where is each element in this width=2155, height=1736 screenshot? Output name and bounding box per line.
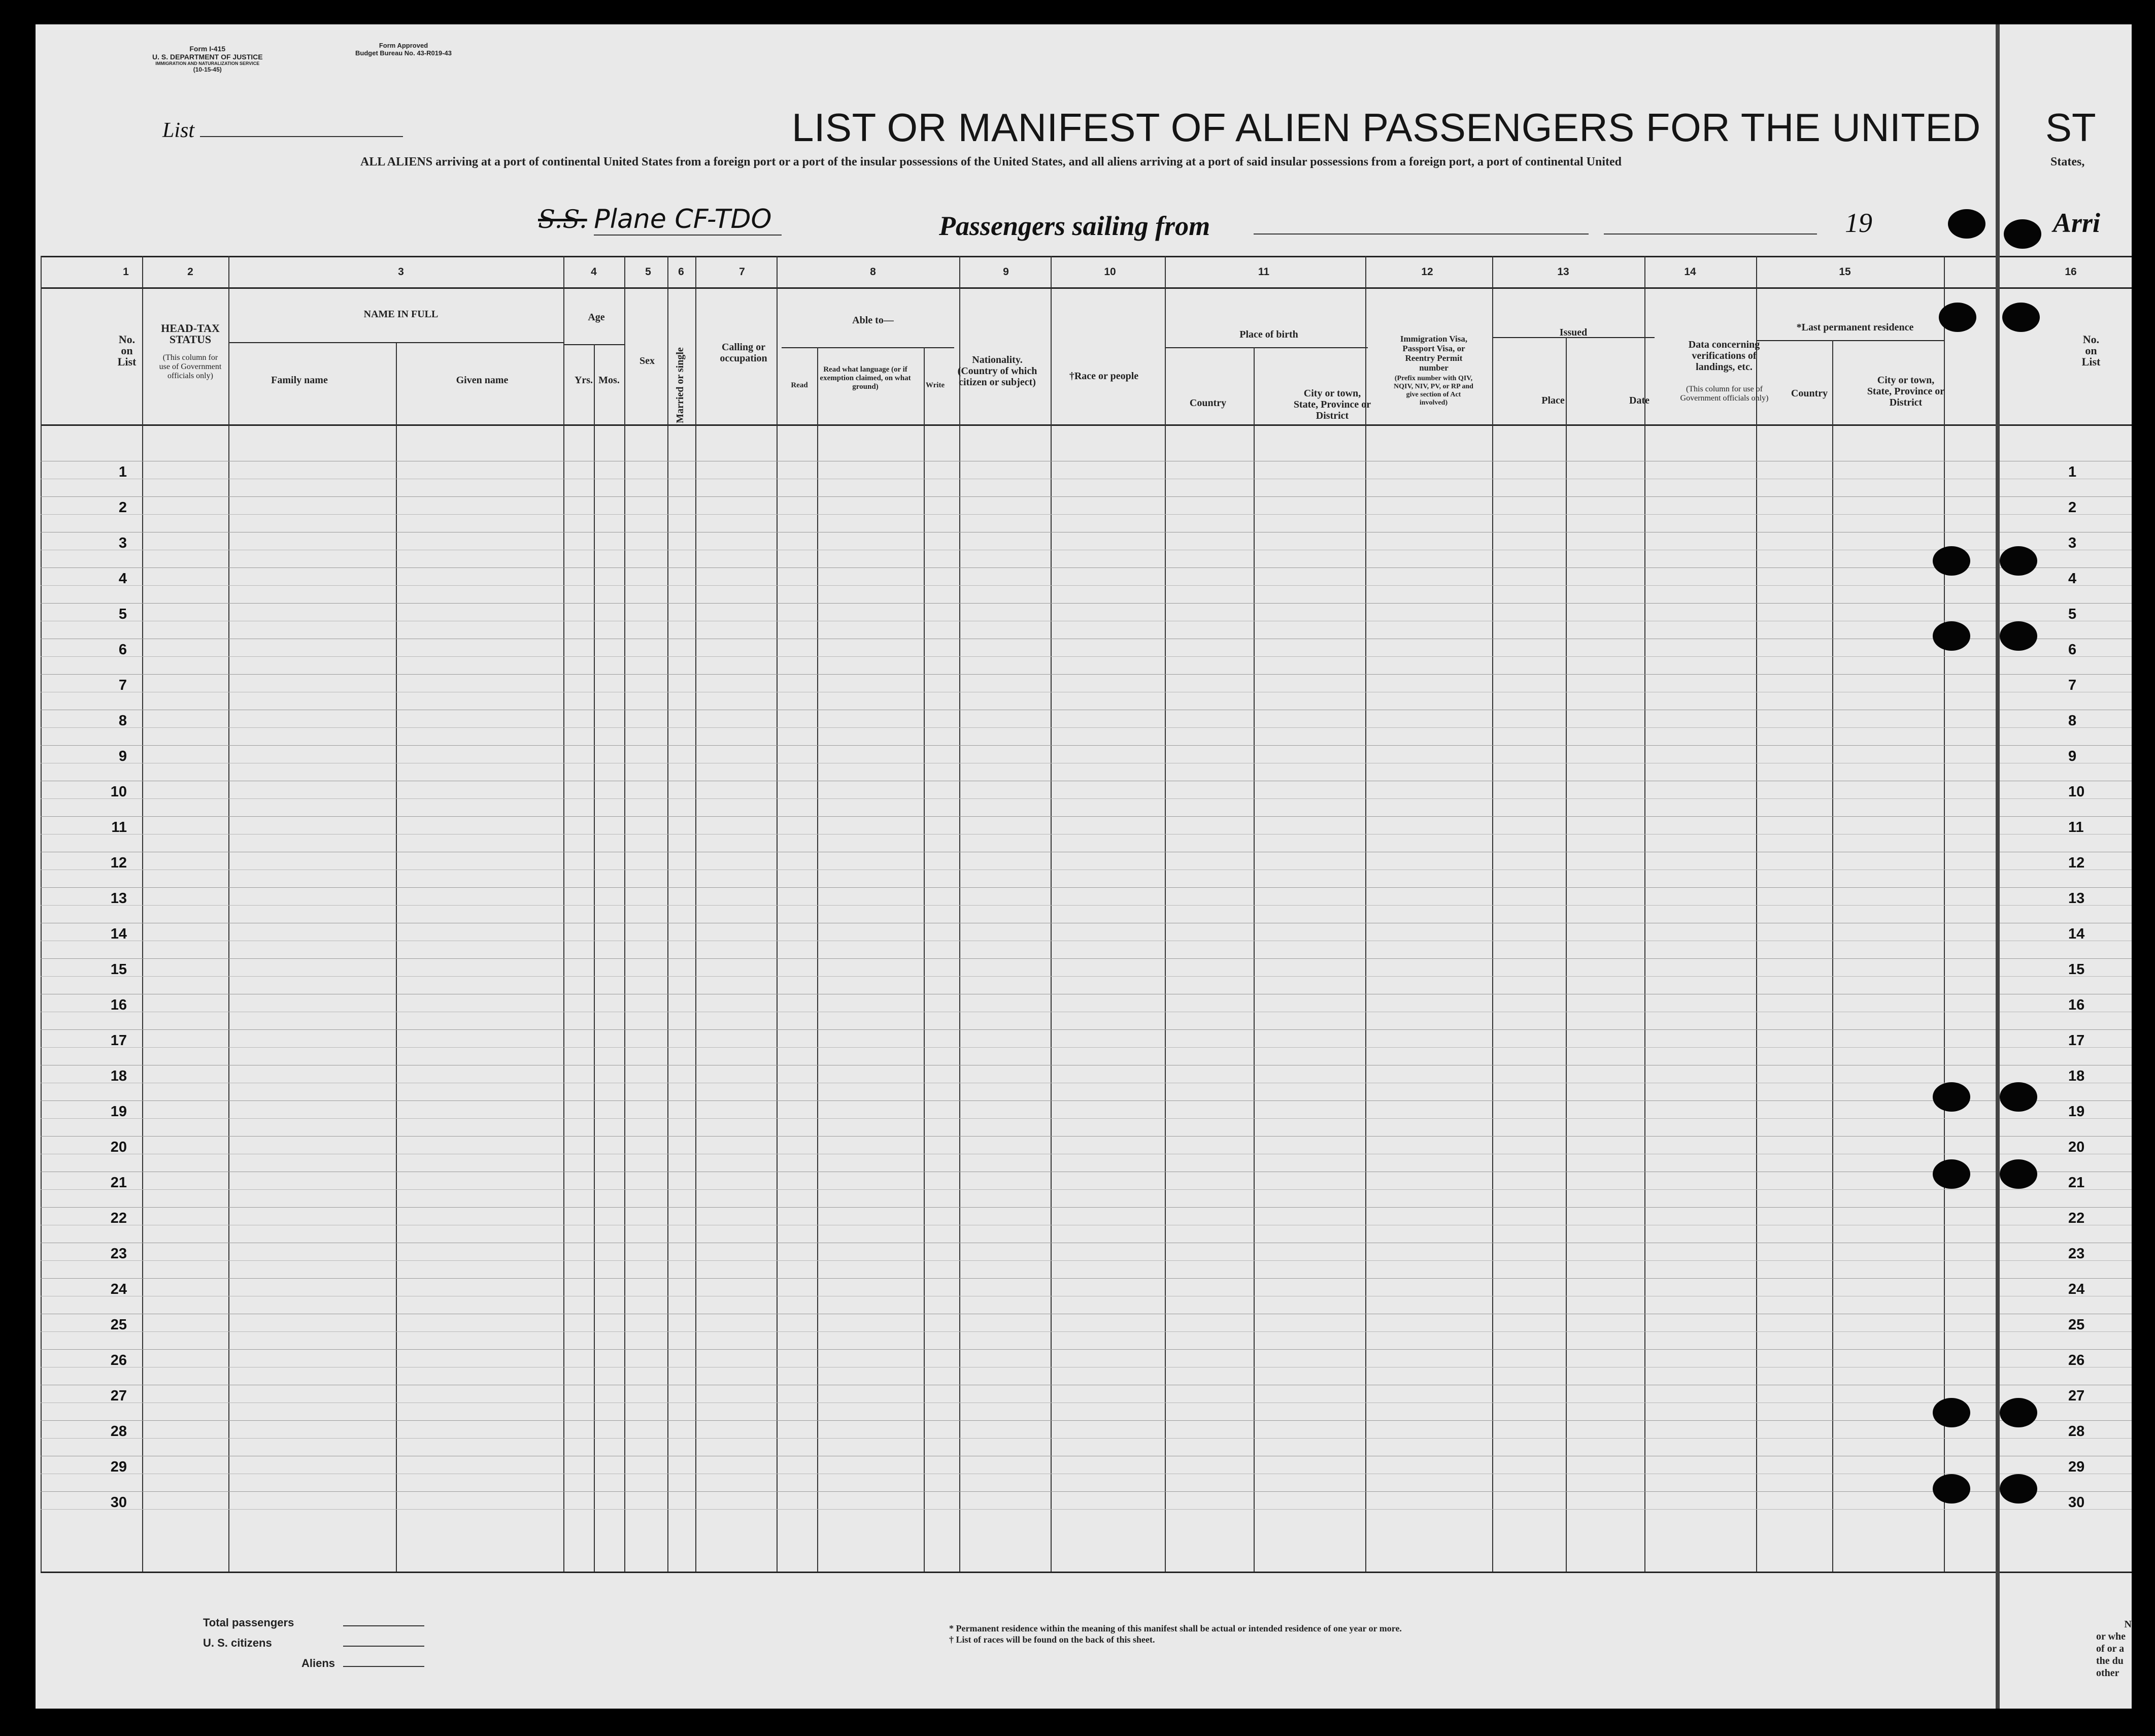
punch-hole xyxy=(1933,1398,1970,1427)
header-birth-city: City or town, State, Province or District xyxy=(1293,388,1371,421)
total-passengers-label: Total passengers xyxy=(203,1616,294,1629)
punch-hole xyxy=(2000,1159,2037,1189)
row-number-right: 17 xyxy=(2068,1032,2085,1049)
row-rule xyxy=(41,745,2132,746)
row-rule xyxy=(41,1047,2132,1048)
header-sex: Sex xyxy=(639,355,655,366)
header-nationality: Nationality. (Country of which citizen or subject) xyxy=(957,354,1037,388)
sub-column-rule xyxy=(1254,347,1255,1572)
form-date: (10-15-45) xyxy=(193,66,222,73)
row-rule xyxy=(41,567,2132,568)
sub-column-rule xyxy=(1566,337,1567,1572)
header-head-tax-note: (This column for use of Government officials only) xyxy=(159,353,222,380)
row-rule xyxy=(41,1189,2132,1190)
row-number: 20 xyxy=(110,1139,127,1155)
header-issued: Issued xyxy=(1559,327,1588,338)
row-rule xyxy=(41,514,2132,515)
row-number-right: 16 xyxy=(2068,997,2085,1013)
sub-column-rule xyxy=(594,344,595,1572)
row-rule xyxy=(41,1260,2132,1261)
column-rule xyxy=(1165,256,1166,1572)
header-bottom-rule xyxy=(41,424,2132,426)
sailing-date-field[interactable] xyxy=(1604,233,1817,235)
year-label: 19 xyxy=(1845,208,1872,238)
row-rule xyxy=(41,674,2132,675)
punch-hole xyxy=(2000,1474,2037,1504)
row-rule xyxy=(41,1438,2132,1439)
column-number: 5 xyxy=(645,266,651,278)
row-number: 14 xyxy=(110,926,127,942)
column-rule xyxy=(1756,256,1757,1572)
row-number-right: 13 xyxy=(2068,890,2085,907)
row-number-right: 20 xyxy=(2068,1139,2085,1155)
header-issued-place: Place xyxy=(1541,395,1565,406)
column-number: 16 xyxy=(2065,266,2077,278)
column-number: 2 xyxy=(187,266,193,278)
column-number: 15 xyxy=(1839,266,1851,278)
row-number-right: 7 xyxy=(2068,677,2077,693)
row-number-right: 29 xyxy=(2068,1459,2085,1475)
row-number: 4 xyxy=(118,571,127,587)
row-number: 25 xyxy=(110,1317,127,1333)
manifest-title: LIST OR MANIFEST OF ALIEN PASSENGERS FOR THE UNITED xyxy=(792,105,1981,150)
approval-line-2: Budget Bureau No. 43-R019-43 xyxy=(355,49,452,57)
us-citizens-row[interactable] xyxy=(203,1637,424,1657)
footnote-residence: * Permanent residence within the meaning of this manifest shall be actual or intended residence of one year or more. xyxy=(949,1623,1402,1633)
row-number-right: 4 xyxy=(2068,571,2077,587)
punch-hole xyxy=(1933,1159,1970,1189)
header-calling: Calling or occupation xyxy=(720,342,767,364)
column-rule xyxy=(1644,256,1645,1572)
right-margin-fragment xyxy=(2096,1618,2132,1679)
row-number: 10 xyxy=(110,784,127,800)
row-rule xyxy=(41,798,2132,799)
residence-subheader-rule xyxy=(1756,340,1944,341)
header-no-on-list-right: No. on List xyxy=(2081,333,2101,368)
column-number: 4 xyxy=(591,266,597,278)
header-birth-country: Country xyxy=(1189,397,1227,409)
row-number-right: 10 xyxy=(2068,784,2085,800)
column-rule xyxy=(563,256,564,1572)
row-number: 5 xyxy=(118,606,127,622)
row-number-right: 28 xyxy=(2068,1423,2085,1440)
column-number: 12 xyxy=(1421,266,1433,278)
punch-hole xyxy=(2004,219,2041,249)
column-rule xyxy=(1944,256,1945,1572)
header-age: Age xyxy=(588,312,605,323)
row-number: 2 xyxy=(118,499,127,516)
punch-hole xyxy=(1933,621,1970,651)
column-number: 9 xyxy=(1003,266,1009,278)
row-rule xyxy=(41,905,2132,906)
row-number: 21 xyxy=(110,1175,127,1191)
column-rule xyxy=(667,256,668,1572)
arrival-label: Arri xyxy=(2053,208,2101,238)
row-number: 28 xyxy=(110,1423,127,1440)
row-rule xyxy=(41,603,2132,604)
column-number: 6 xyxy=(678,266,684,278)
approval-block xyxy=(355,42,452,57)
sailing-from-label: Passengers sailing from xyxy=(939,211,1210,241)
aliens-row[interactable] xyxy=(203,1657,424,1677)
row-number: 15 xyxy=(110,961,127,978)
sub-column-rule xyxy=(1832,340,1833,1572)
header-no-on-list: No. on List xyxy=(117,333,137,368)
row-number: 23 xyxy=(110,1246,127,1262)
row-number: 12 xyxy=(110,855,127,871)
row-rule xyxy=(41,496,2132,497)
punch-hole xyxy=(2000,1398,2037,1427)
column-number: 11 xyxy=(1258,266,1270,278)
vessel-line xyxy=(538,203,782,235)
row-number: 18 xyxy=(110,1068,127,1084)
aliens-label: Aliens xyxy=(301,1657,335,1670)
column-rule xyxy=(959,256,960,1572)
row-rule xyxy=(41,958,2132,959)
row-number: 17 xyxy=(110,1032,127,1049)
fragment-line: or whe xyxy=(2096,1631,2126,1642)
sub-column-rule xyxy=(396,343,397,1572)
service: IMMIGRATION AND NATURALIZATION SERVICE xyxy=(155,61,260,66)
header-read-language: Read what language (or if exemption claimed, on what ground) xyxy=(820,365,911,391)
row-number-right: 25 xyxy=(2068,1317,2085,1333)
row-number: 6 xyxy=(118,642,127,658)
header-able-to: Able to— xyxy=(852,315,894,326)
row-rule xyxy=(41,1509,2132,1510)
header-family-name: Family name xyxy=(271,375,328,386)
header-write: Write xyxy=(925,381,945,389)
row-number: 26 xyxy=(110,1352,127,1368)
row-rule xyxy=(41,1100,2132,1101)
department: U. S. DEPARTMENT OF JUSTICE xyxy=(152,53,263,61)
column-rule xyxy=(1365,256,1366,1572)
row-rule xyxy=(41,1491,2132,1492)
header-residence-country: Country xyxy=(1791,388,1828,399)
row-number: 16 xyxy=(110,997,127,1013)
punch-hole xyxy=(1939,303,1976,332)
column-number: 8 xyxy=(870,266,876,278)
row-number: 7 xyxy=(118,677,127,693)
fragment-line: other xyxy=(2096,1667,2119,1679)
row-number-right: 22 xyxy=(2068,1210,2085,1226)
punch-hole xyxy=(1948,209,1985,239)
row-rule xyxy=(41,1349,2132,1350)
row-rule xyxy=(41,887,2132,888)
header-head-tax: HEAD-TAX STATUS xyxy=(161,322,220,346)
header-place-of-birth: Place of birth xyxy=(1239,329,1298,340)
punch-hole xyxy=(1933,546,1970,576)
manifest-subtitle: ALL ALIENS arriving at a port of continental United States from a foreign port or a port of the insular possessions of the United States, and all aliens arriving at a port of said insular possessions from a foreign port, a port of continental United xyxy=(360,155,1622,169)
column-rule xyxy=(695,256,696,1572)
row-number-right: 27 xyxy=(2068,1388,2085,1404)
row-number-right: 24 xyxy=(2068,1281,2085,1297)
manifest-sheet xyxy=(36,24,2132,1709)
header-name-in-full: NAME IN FULL xyxy=(363,309,439,320)
header-residence-city: City or town, State, Province or District xyxy=(1867,375,1945,408)
column-rule xyxy=(41,256,42,1572)
row-number-right: 19 xyxy=(2068,1104,2085,1120)
column-rule xyxy=(624,256,625,1572)
row-number-right: 6 xyxy=(2068,642,2077,658)
row-number-right: 5 xyxy=(2068,606,2077,622)
column-rule xyxy=(1051,256,1052,1572)
header-last-residence: *Last permanent residence xyxy=(1796,322,1914,333)
column-number: 1 xyxy=(123,266,129,278)
column-rule xyxy=(142,256,143,1572)
vessel-name-handwritten[interactable]: Plane CF-TDO xyxy=(594,204,782,236)
birth-subheader-rule xyxy=(1165,347,1368,348)
form-block xyxy=(152,45,263,73)
row-number: 30 xyxy=(110,1494,127,1511)
row-number: 11 xyxy=(111,819,127,836)
row-number-right: 26 xyxy=(2068,1352,2085,1368)
punch-hole xyxy=(1933,1082,1970,1112)
row-rule xyxy=(41,1278,2132,1279)
punch-hole xyxy=(2002,303,2040,332)
fragment-line: of or a xyxy=(2096,1643,2125,1654)
row-number: 13 xyxy=(110,890,127,907)
column-number: 7 xyxy=(739,266,745,278)
row-number: 19 xyxy=(110,1104,127,1120)
total-passengers-field[interactable] xyxy=(343,1625,424,1626)
row-rule xyxy=(41,816,2132,817)
row-rule xyxy=(41,727,2132,728)
row-number: 29 xyxy=(110,1459,127,1475)
row-number-right: 23 xyxy=(2068,1246,2085,1262)
row-number-right: 15 xyxy=(2068,961,2085,978)
able-subheader-rule xyxy=(782,347,954,348)
totals-block xyxy=(203,1616,424,1677)
manifest-subtitle-continued: States, xyxy=(2050,155,2085,169)
row-number: 9 xyxy=(118,748,127,764)
column-number: 14 xyxy=(1684,266,1696,278)
row-rule xyxy=(41,1029,2132,1030)
table-top-rule xyxy=(41,256,2132,257)
header-yrs: Yrs. xyxy=(574,375,593,386)
footnote-races: † List of races will be found on the back of this sheet. xyxy=(949,1634,1155,1645)
column-number: 3 xyxy=(398,266,404,278)
sailing-from-field[interactable] xyxy=(1254,233,1589,235)
row-rule xyxy=(41,585,2132,586)
column-number: 13 xyxy=(1557,266,1569,278)
row-number-right: 3 xyxy=(2068,535,2077,551)
vessel-prefix: S.S. xyxy=(538,205,587,234)
approval-line-1: Form Approved xyxy=(379,42,428,49)
row-rule xyxy=(41,1331,2132,1332)
row-number-right: 18 xyxy=(2068,1068,2085,1084)
row-number: 3 xyxy=(118,535,127,551)
header-data-note: (This column for use of Government officials only) xyxy=(1680,385,1769,403)
us-citizens-label: U. S. citizens xyxy=(203,1637,272,1649)
form-number: Form I-415 xyxy=(189,45,226,53)
list-field[interactable] xyxy=(162,118,403,143)
row-rule xyxy=(41,1118,2132,1119)
aliens-field[interactable] xyxy=(343,1666,424,1667)
header-visa-note: (Prefix number with QIV, NQIV, NIV, PV, or RP and give section of Act involved) xyxy=(1394,375,1473,407)
header-read: Read xyxy=(791,381,808,389)
sub-column-rule xyxy=(817,347,818,1572)
header-visa: Immigration Visa, Passport Visa, or Reentry Permit number xyxy=(1400,334,1468,373)
column-number: 10 xyxy=(1104,266,1116,278)
sheet-fold-edge xyxy=(1996,24,2000,1709)
column-rule xyxy=(228,256,229,1572)
row-number-right: 30 xyxy=(2068,1494,2085,1511)
punch-hole xyxy=(2000,621,2037,651)
row-rule xyxy=(41,1420,2132,1421)
row-number-right: 11 xyxy=(2068,819,2084,836)
header-issued-date: Date xyxy=(1629,395,1649,406)
header-married: Married or single xyxy=(675,347,686,423)
us-citizens-field[interactable] xyxy=(343,1646,424,1647)
row-rule xyxy=(41,656,2132,657)
total-passengers-row[interactable] xyxy=(203,1616,424,1637)
header-mos: Mos. xyxy=(598,375,620,386)
row-number-right: 21 xyxy=(2068,1175,2085,1191)
header-given-name: Given name xyxy=(456,375,509,386)
column-number-rule xyxy=(41,287,2132,289)
row-number: 22 xyxy=(110,1210,127,1226)
row-number: 27 xyxy=(110,1388,127,1404)
column-rule xyxy=(777,256,778,1572)
row-number-right: 1 xyxy=(2068,464,2077,480)
row-rule xyxy=(41,976,2132,977)
header-race: †Race or people xyxy=(1069,371,1139,382)
sub-column-rule xyxy=(924,347,925,1572)
list-label: List xyxy=(162,119,195,142)
punch-hole xyxy=(2000,1082,2037,1112)
table-bottom-rule xyxy=(41,1572,2132,1573)
row-rule xyxy=(41,1136,2132,1137)
header-data-concerning: Data concerning verifications of landings, etc. xyxy=(1688,339,1760,373)
punch-hole xyxy=(1933,1474,1970,1504)
row-number-right: 12 xyxy=(2068,855,2085,871)
column-rule xyxy=(1492,256,1493,1572)
punch-hole xyxy=(2000,546,2037,576)
manifest-title-continued: ST xyxy=(2045,105,2096,150)
row-number-right: 2 xyxy=(2068,499,2077,516)
row-rule xyxy=(41,1207,2132,1208)
fragment-line: the du xyxy=(2096,1655,2124,1666)
row-number: 1 xyxy=(118,464,127,480)
row-number-right: 14 xyxy=(2068,926,2085,942)
row-number: 24 xyxy=(110,1281,127,1297)
row-number-right: 9 xyxy=(2068,748,2077,764)
row-number: 8 xyxy=(118,713,127,729)
row-number-right: 8 xyxy=(2068,713,2077,729)
fragment-line: N xyxy=(2124,1619,2132,1630)
